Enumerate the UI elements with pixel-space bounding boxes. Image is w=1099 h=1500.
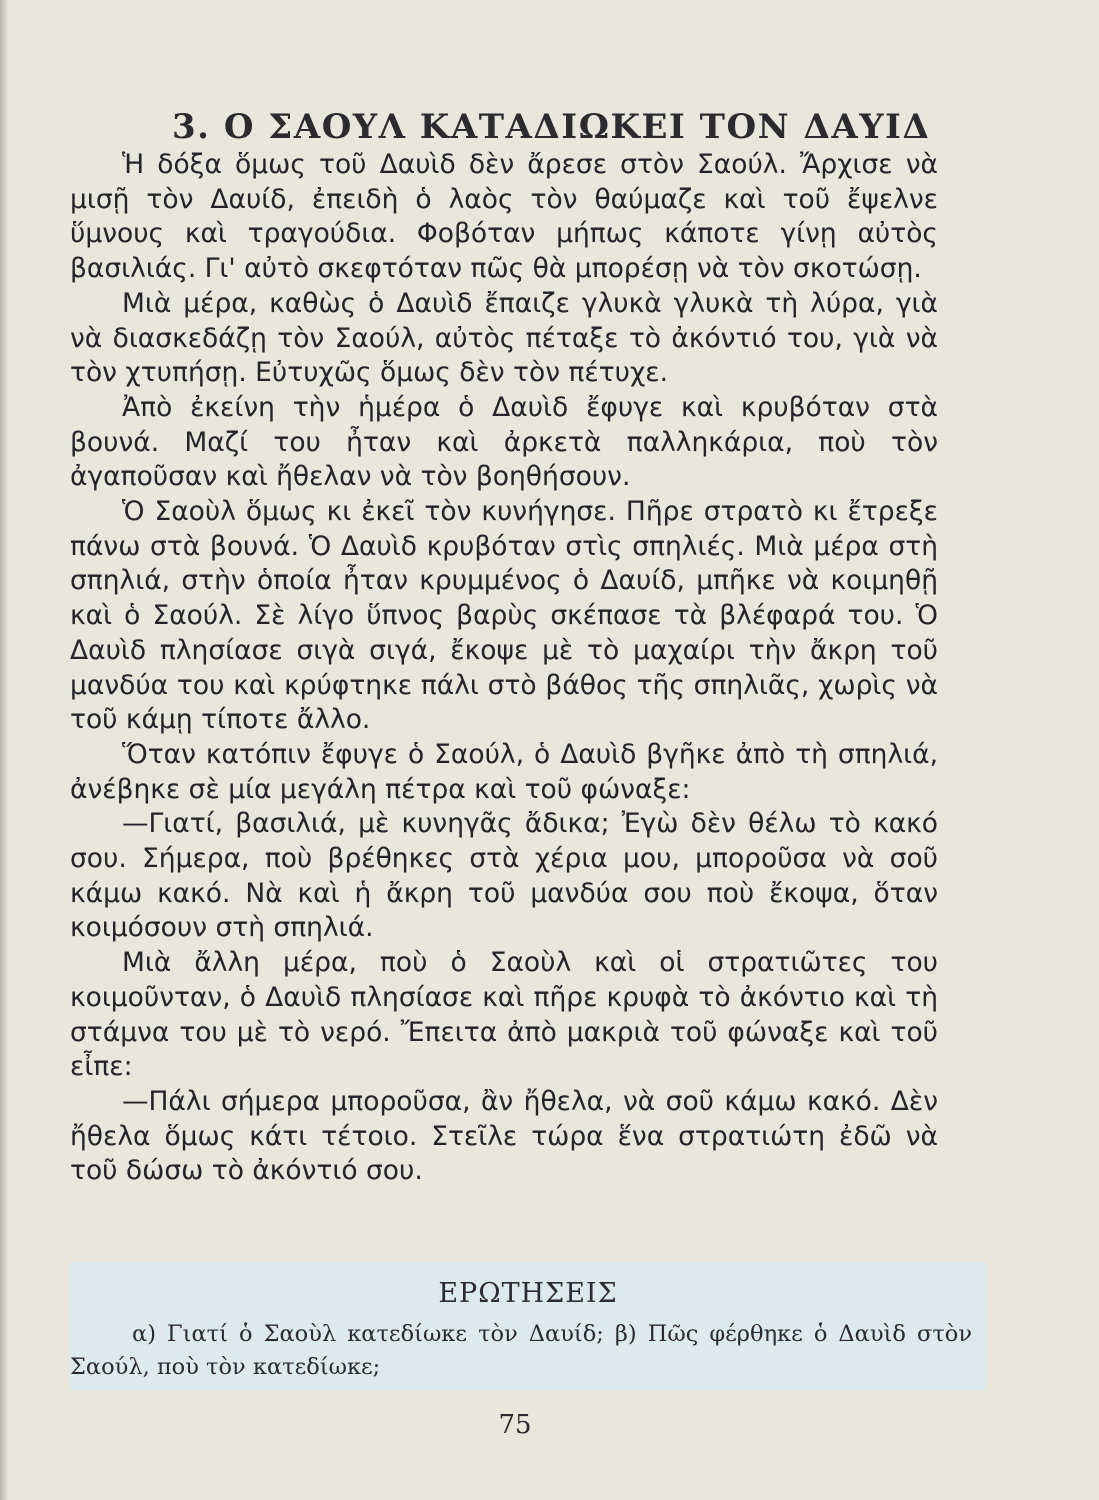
questions-box [70,1262,986,1390]
chapter-title: 3. Ο ΣΑΟΥΛ ΚΑΤΑΔΙΩΚΕΙ ΤΟΝ ΔΑΥΙΔ [172,106,931,147]
paragraph: Μιὰ μέρα, καθὼς ὁ Δαυὶδ ἔπαιζε γλυκὰ γλυκὰ τὴ λύρα, γιὰ νὰ διασκεδάζῃ τὸν Σαούλ, αὐτὸς πέταξε τὸ ἀκόντιό του, γιὰ νὰ τὸν χτυπήσῃ. Εὐτυχῶς ὅμως δὲν τὸν πέτυχε. [70,287,938,389]
dialogue-paragraph: —Πάλι σήμερα μποροῦσα, ἂν ἤθελα, νὰ σοῦ κάμω κακό. Δὲν ἤθελα ὅμως κάτι τέτοιο. Στεῖλε τώρα ἕνα στρατιώτη ἐδῶ νὰ τοῦ δώσω τὸ ἀκόντιό σου. [70,1085,938,1187]
paragraph: Ὁ Σαοὺλ ὅμως κι ἐκεῖ τὸν κυνήγησε. Πῆρε στρατὸ κι ἔτρεξε πάνω στὰ βουνά. Ὁ Δαυὶδ κρυβόταν στὶς σπηλιές. Μιὰ μέρα στὴ σπηλιά, στὴν ὁποία ἦταν κρυμμένος ὁ Δαυίδ, μπῆκε νὰ κοιμηθῇ καὶ ὁ Σαούλ. Σὲ λίγο ὕπνος βαρὺς σκέπασε τὰ βλέφαρά του. Ὁ Δαυὶδ πλησίασε σιγὰ σιγά, ἔκοψε μὲ τὸ μαχαίρι τὴν ἄκρη τοῦ μανδύα του καὶ κρύφτηκε πάλι στὸ βάθος τῆς σπηλιᾶς, χωρὶς νὰ τοῦ κάμῃ τίποτε ἄλλο. [70,496,938,736]
questions-heading: ΕΡΩΤΗΣΕΙΣ [438,1278,618,1309]
paragraph: Ὅταν κατόπιν ἔφυγε ὁ Σαούλ, ὁ Δαυὶδ βγῆκε ἀπὸ τὴ σπηλιά, ἀνέβηκε σὲ μία μεγάλη πέτρα καὶ τοῦ φώναξε: [70,738,938,805]
page-number: 75 [498,1410,532,1440]
paragraph: Ἡ δόξα ὅμως τοῦ Δαυὶδ δὲν ἄρεσε στὸν Σαούλ. Ἄρχισε νὰ μισῇ τὸν Δαυίδ, ἐπειδὴ ὁ λαὸς τὸν θαύμαζε καὶ τοῦ ἔψελνε ὕμνους καὶ τραγούδια. Φοβόταν μήπως κάποτε γίνῃ αὐτὸς βασιλιάς. Γι' αὐτὸ σκεφτόταν πῶς θὰ μπορέσῃ νὰ τὸν σκοτώσῃ. [70,149,938,285]
chapter-body [70,148,938,1189]
paragraph: Ἀπὸ ἐκείνη τὴν ἡμέρα ὁ Δαυὶδ ἔφυγε καὶ κρυβόταν στὰ βουνά. Μαζί του ἦταν καὶ ἀρκετὰ παλληκάρια, ποὺ τὸν ἀγαποῦσαν καὶ ἤθελαν νὰ τὸν βοηθήσουν. [70,391,938,493]
paragraph: Μιὰ ἄλλη μέρα, ποὺ ὁ Σαοὺλ καὶ οἱ στρατιῶτες του κοιμοῦνταν, ὁ Δαυὶδ πλησίασε καὶ πῆρε κρυφὰ τὸ ἀκόντιο καὶ τὴ στάμνα του μὲ τὸ νερό. Ἔπειτα ἀπὸ μακριὰ τοῦ φώναξε καὶ τοῦ εἶπε: [70,947,938,1083]
questions-text: α) Γιατί ὁ Σαοὺλ κατεδίωκε τὸν Δαυίδ; β) Πῶς φέρθηκε ὁ Δαυὶδ στὸν Σαούλ, ποὺ τὸν κατεδίωκε; [70,1321,972,1380]
dialogue-paragraph: —Γιατί, βασιλιά, μὲ κυνηγᾶς ἄδικα; Ἐγὼ δὲν θέλω τὸ κακό σου. Σήμερα, ποὺ βρέθηκες στὰ χέρια μου, μποροῦσα νὰ σοῦ κάμω κακό. Νὰ καὶ ἡ ἄκρη τοῦ μανδύα σου ποὺ ἔκοψα, ὅταν κοιμόσουν στὴ σπηλιά. [70,808,938,944]
